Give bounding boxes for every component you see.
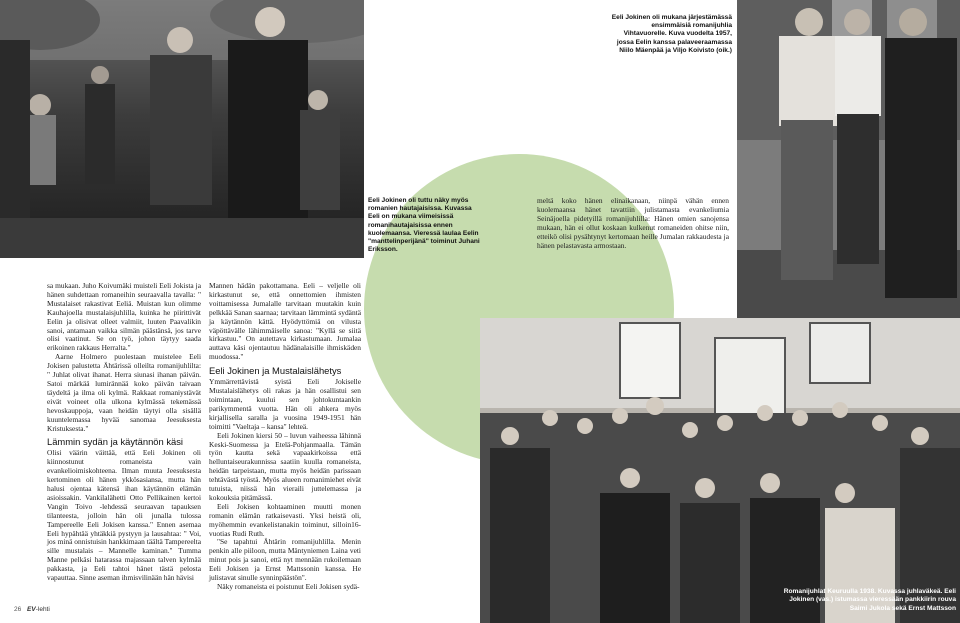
mid-heading: Eeli Jokinen ja Mustalaislähetys [209, 365, 342, 377]
middle-column [209, 282, 361, 592]
group-photo-1938 [480, 318, 960, 623]
caption-bottom-right: Romanijuhlat Keuruulla 1938. Kuvassa juhlaväkeä. Eeli Jokinen (vas.) istumassa vieressään pankkiirin rouva Saimi Jukola sekä Ernst Mattsson [783, 588, 956, 612]
mid-paragraph-5: "Se tapahtui Ähtärin romanijuhlilla. Menin penkin alle piiloon, mutta Mäntyniemen Laina veti minut pois ja sanoi, että nyt mennään rukoilemaan Eeli Jokisen ja Ernst Mattssonin kanssa. He julistavat sinulle synninpäästön". [209, 537, 361, 583]
caption-top-right: Eeli Jokinen oli mukana järjestämässä ensimmäisiä romanijuhlia Vihtavuorelle. Kuva vuodelta 1957, jossa Eelin kanssa palaveeraamassa Niilo Mäenpää ja Viljo Koivisto (oik.) [611, 14, 732, 54]
left-paragraph-2: Aarne Holmero puolestaan muistelee Eeli Jokisen palustetta Ähtärissä olleilta romanijuhlilta: " Juhlat olivat ihanat. Herra siunasi ihanan päivän. Satoi märkää lumirännää koko päivän taivaan täydeltä ja ilma oli kylmä. Rakkaat romaniystävät eivät voineet olla ulkona kylmässä tekemässä hevoskauppoja, vaan heidän täytyi olla sisällä kuuntelemassa hyvää sanomaa Jeesuksesta Kristuksesta." [47, 352, 201, 433]
mid-paragraph-2: Ymmärrettävistä syistä Eeli Jokiselle Mustalaislähetys oli rakas ja hän osallistui sen toimintaan, kuului sen johtokuntaankin parikymmentä vuotta. Hän oli ahkera myös kirjallisella saralla ja vuosina 1949-1951 hän toimitti "Vaeltaja – kansa" lehteä. [209, 377, 361, 431]
funeral-gathering-photo [0, 0, 364, 258]
caption-middle: Eeli Jokinen oli tuttu näky myös romanien hautajaisissa. Kuvassa Eeli on mukana viimeisissä romanihautajaisissa ennen kuolemaansa. Vieressä laulaa Eelin "manttelinperijänä" toiminut Juhani Eriksson. [368, 197, 480, 254]
page-number: 26 [14, 606, 22, 613]
magazine-logo: EV-lehti [27, 606, 50, 613]
left-column [47, 282, 201, 583]
left-heading: Lämmin sydän ja käytännön käsi [47, 436, 184, 448]
mid-paragraph-6: Näky romaneista ei poistunut Eeli Jokisen sydä- [217, 582, 360, 591]
left-paragraph-3: Olisi väärin väittää, että Eeli Jokinen oli kiinnostunut romaneista vain evankelioimiskohteena. Ilman muuta Jeesuksesta kertominen oli hänen ykkösasiansa, mutta hän halusi ojentaa kätensä ihan käytännön elämän asioissakin. Vankilalähetti Otto Pellikainen kertoi Vangin Toivo -lehdessä seuraavan tapauksen tilanteesta, jolloin hän oli junalla tulossa Tampereelle Eeli Jokisen kanssa." Ennen asemaa Eeli hypähtää yhtäkkiä pystyyn ja lausahtaa: " Voi, jos minä onnistuisin hankkimaan täältä Tampereelta sille mustalais – Mannelle kaminan." Tumma Manne pelkäsi hatarassa majassaan talven kylmää pakkasta, ja Eeli tahtoi hänet tästä pelosta vapauttaa. Sinne aseman ihmisvilinään hän hävisi [47, 448, 201, 583]
mid-paragraph-4: Eeli Jokisen kohtaaminen muutti monen romanin elämän ratkaisevasti. Yksi heistä oli, myöhemmin evankelistanakin toiminut, silloin16-vuotias Rudi Ruth. [209, 501, 361, 538]
page-footer [14, 606, 50, 613]
left-paragraph-1: sa mukaan. Juho Koivumäki muisteli Eeli Jokista ja hänen suhdettaan romaneihin seuraavalla tavalla: " Mustalaiset rakastivat Eeliä. Muistan kun olimme Kauhajoella mustalaisjuhlilla, kuinka he piirittivät Eelin ja olisivat olleet valmiit, luuten Paavalikin sanoi, antamaan vaikka silmän päästänsä, jos tarve olisi vaatinut. Se on työ, johon täytyy saada erikoinen rakkaus Herralta." [47, 281, 201, 353]
three-men-standing-photo [737, 0, 960, 318]
intro-text: meltä koko hänen elinaikanaan, niinpä vähän ennen kuolemaansa hänet tavattiin julistamasta evankeliumia Seinäjoella pidetyillä romanijuhlilla: Hänen omien sanojensa mukaan, hän ei ollut koskaan kulkenut romaneiden ohitse niin, etteikö olisi pysähtynyt kertomaan heille Jumalan rakkaudesta ja hänen pelastavasta armostaan. [537, 196, 729, 250]
mid-paragraph-3: Eeli Jokinen kiersi 50 – luvun vaiheessa lähinnä Keski-Suomessa ja Etelä-Pohjanmaalla. Tämän työn kautta sekä vapaakirkoissa että helluntaiseurakunnissa saatiin kuulla romaneista, heidän tarpeistaan, mutta myös heidän parissaan tehtävästä työstä. Myös alueen romanimiehet eivät tutuista, niissä hän vieraili juttelemassa ja kokouksia pitämässä. [209, 430, 361, 502]
mid-paragraph-1: Mannen hädän pakottamana. Eeli – veljelle oli kirkastunut se, että onnettomien ihmisten voittamisessa Jumalalle tarvitaan muutakin kuin pelkkää Sanan saarnaa; tarvitaan lämmintä sydäntä ja käytännön kättä. Hyödyttömiä on vilusta väpöttävälle lähimmäiselle sanoa: "Kyllä se siitä kirkastuu." On autettava kirkastumaan. Jumalaa auttava käsi ojentautuu hädänalaisille ihmiskäden muodossa." [209, 281, 361, 362]
